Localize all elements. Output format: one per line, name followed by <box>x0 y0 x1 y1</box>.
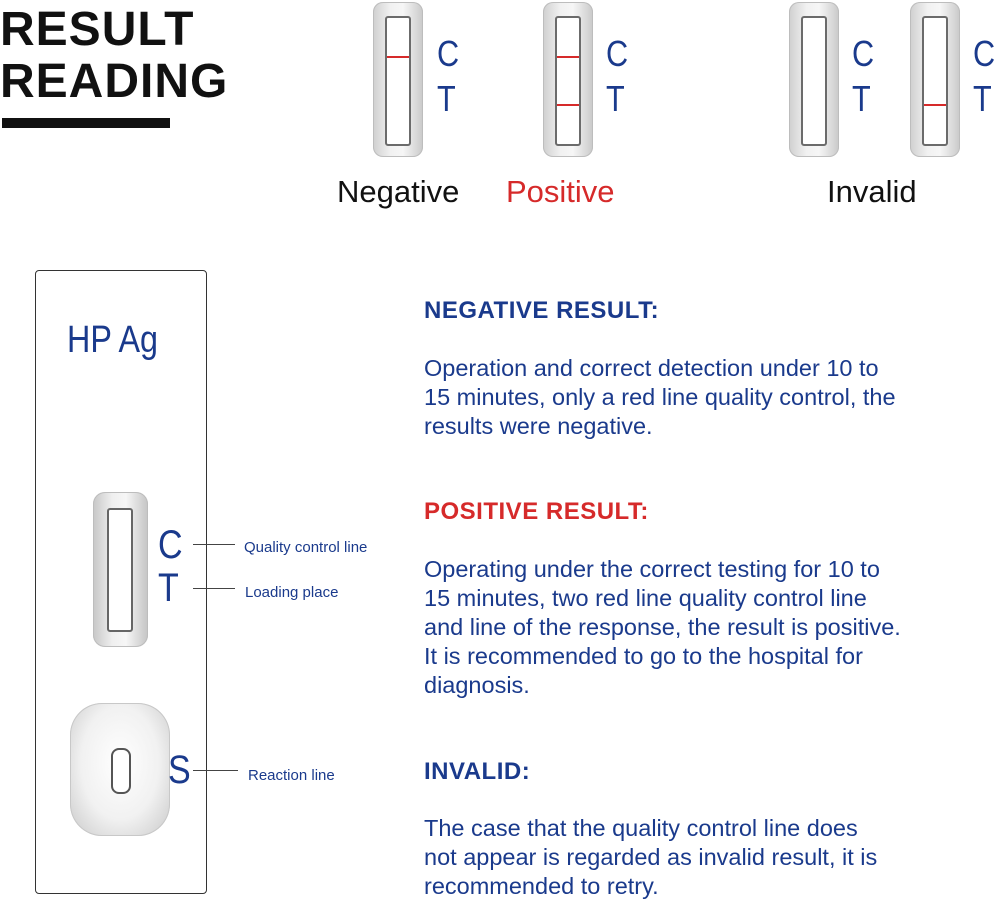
page-title-line-1: RESULT <box>0 3 195 56</box>
quality-control-label: Quality control line <box>244 539 368 556</box>
positive-c-letter: C <box>606 33 629 74</box>
invalid-text-line: The case that the quality control line does <box>424 815 858 841</box>
reaction-line-callout-line <box>193 770 238 771</box>
quality-control-callout-line <box>193 544 235 545</box>
negative-c-letter: C <box>437 33 460 74</box>
positive-result-heading: POSITIVE RESULT: <box>424 498 649 525</box>
positive-text-line: 15 minutes, two red line quality control line <box>424 585 867 611</box>
negative-result-text <box>424 354 1000 441</box>
loading-place-callout-line <box>193 588 235 589</box>
negative-text-line: results were negative. <box>424 413 653 439</box>
positive-t-letter: T <box>606 78 625 119</box>
invalid-t-only-t-letter: T <box>973 78 992 119</box>
title-underline <box>2 118 170 128</box>
positive-text-line: and line of the response, the result is positive. <box>424 614 901 640</box>
invalid-result-text <box>424 814 1000 901</box>
device-s-letter: S <box>168 748 191 792</box>
invalid-label: Invalid <box>827 174 917 209</box>
positive-text-line: Operating under the correct testing for 10 to <box>424 556 880 582</box>
negative-result-heading: NEGATIVE RESULT: <box>424 297 660 324</box>
invalid-cassette-empty <box>789 2 839 157</box>
device-name: HP Ag <box>67 319 158 361</box>
sample-hole <box>111 748 131 794</box>
device-result-window <box>107 508 133 632</box>
invalid-cassette-t-only-window <box>922 16 948 146</box>
device-result-window-frame <box>93 492 148 647</box>
invalid-empty-c-letter: C <box>852 33 875 74</box>
invalid-cassette-t-only <box>910 2 960 157</box>
positive-text-line: diagnosis. <box>424 672 530 698</box>
page-title-line-2: READING <box>0 55 229 108</box>
invalid-text-line: recommended to retry. <box>424 873 659 899</box>
device-t-letter: T <box>158 566 179 610</box>
loading-place-label: Loading place <box>245 584 339 601</box>
positive-result-text <box>424 555 1000 700</box>
reaction-line-label: Reaction line <box>248 767 335 784</box>
positive-test-line <box>557 104 579 106</box>
positive-label: Positive <box>506 174 615 209</box>
invalid-result-heading: INVALID: <box>424 758 531 785</box>
negative-t-letter: T <box>437 78 456 119</box>
positive-cassette-window <box>555 16 581 146</box>
positive-control-line <box>557 56 579 58</box>
invalid-empty-t-letter: T <box>852 78 871 119</box>
invalid-cassette-empty-window <box>801 16 827 146</box>
invalid-text-line: not appear is regarded as invalid result, it is <box>424 844 878 870</box>
positive-cassette <box>543 2 593 157</box>
negative-label: Negative <box>337 174 460 209</box>
negative-text-line: 15 minutes, only a red line quality control, the <box>424 384 896 410</box>
negative-cassette <box>373 2 423 157</box>
negative-text-line: Operation and correct detection under 10 to <box>424 355 879 381</box>
device-c-letter: C <box>158 523 183 567</box>
invalid-test-line <box>924 104 946 106</box>
negative-cassette-window <box>385 16 411 146</box>
negative-control-line <box>387 56 409 58</box>
invalid-t-only-c-letter: C <box>973 33 996 74</box>
sample-well <box>70 703 170 836</box>
positive-text-line: It is recommended to go to the hospital for <box>424 643 863 669</box>
